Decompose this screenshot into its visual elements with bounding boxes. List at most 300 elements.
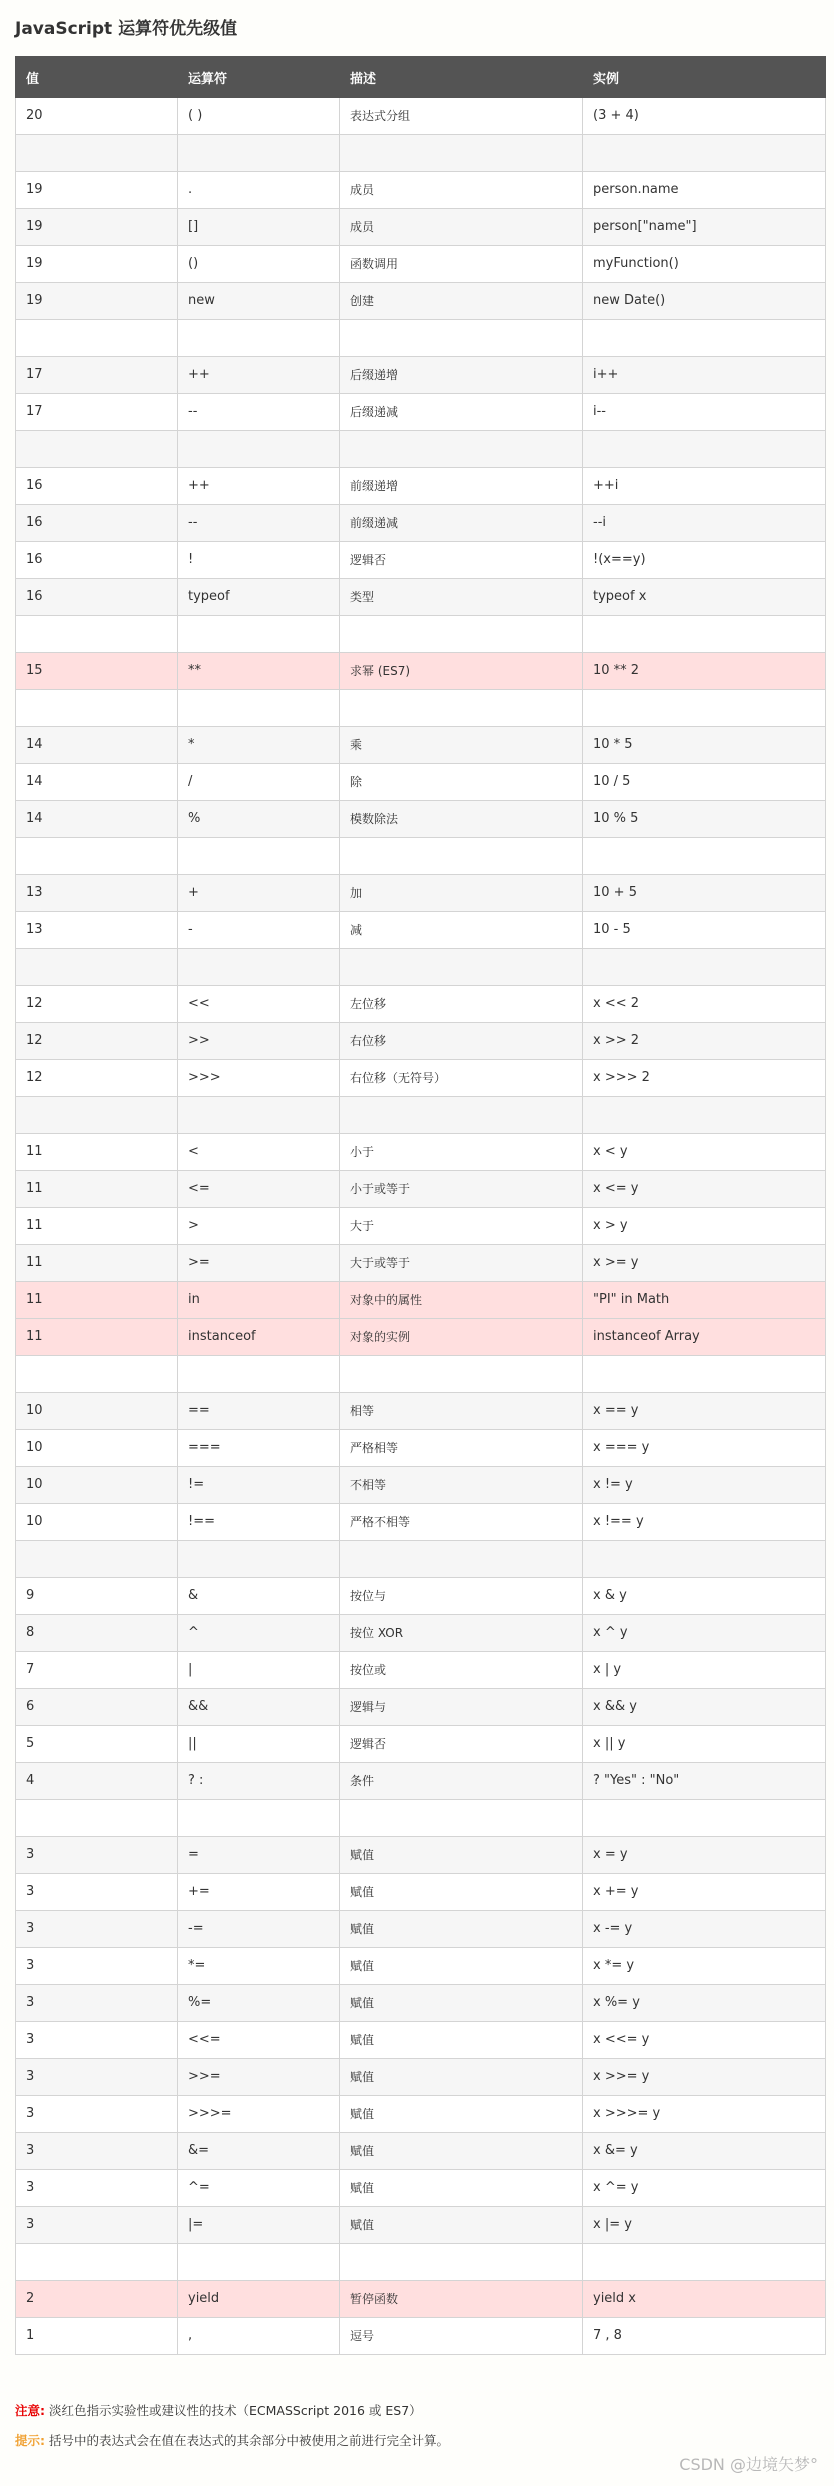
cell-operator: |	[178, 1652, 340, 1689]
table-row	[16, 246, 826, 283]
cell-operator	[178, 1541, 340, 1578]
cell-value: 10	[16, 1504, 178, 1541]
cell-example: x &= y	[583, 2133, 826, 2170]
cell-example: x == y	[583, 1393, 826, 1430]
cell-value: 12	[16, 986, 178, 1023]
cell-value: 19	[16, 283, 178, 320]
cell-example: 7 , 8	[583, 2318, 826, 2355]
table-row	[16, 1134, 826, 1171]
cell-description: 按位 XOR	[340, 1615, 583, 1652]
cell-description: 赋值	[340, 2170, 583, 2207]
cell-operator: =	[178, 1837, 340, 1874]
table-row	[16, 1060, 826, 1097]
cell-description: 类型	[340, 579, 583, 616]
table-row	[16, 875, 826, 912]
note-line	[15, 2396, 449, 2426]
table-row	[16, 1874, 826, 1911]
cell-operator	[178, 616, 340, 653]
table-row	[16, 2281, 826, 2318]
cell-operator	[178, 1356, 340, 1393]
cell-value	[16, 1800, 178, 1837]
cell-description: 暂停函数	[340, 2281, 583, 2318]
cell-example: x | y	[583, 1652, 826, 1689]
cell-example: typeof x	[583, 579, 826, 616]
cell-value: 11	[16, 1134, 178, 1171]
table-row	[16, 283, 826, 320]
table-row	[16, 1726, 826, 1763]
cell-operator: --	[178, 505, 340, 542]
note-text: 淡红色指示实验性或建议性的技术（ECMASScript 2016 或 ES7）	[48, 2403, 422, 2418]
cell-operator	[178, 2244, 340, 2281]
cell-description: 不相等	[340, 1467, 583, 1504]
cell-description: 小于	[340, 1134, 583, 1171]
table-row	[16, 1245, 826, 1282]
cell-operator: ===	[178, 1430, 340, 1467]
cell-example: i--	[583, 394, 826, 431]
cell-value: 3	[16, 2022, 178, 2059]
cell-operator: &	[178, 1578, 340, 1615]
table-row	[16, 1985, 826, 2022]
table-header-row	[16, 57, 826, 98]
cell-operator: --	[178, 394, 340, 431]
cell-value: 13	[16, 875, 178, 912]
cell-value: 12	[16, 1023, 178, 1060]
cell-value: 10	[16, 1467, 178, 1504]
cell-operator: in	[178, 1282, 340, 1319]
cell-description: 对象中的属性	[340, 1282, 583, 1319]
cell-example: x << 2	[583, 986, 826, 1023]
cell-description: 赋值	[340, 1837, 583, 1874]
cell-example: x < y	[583, 1134, 826, 1171]
cell-operator: -	[178, 912, 340, 949]
cell-description: 后缀递增	[340, 357, 583, 394]
cell-operator: !=	[178, 1467, 340, 1504]
table-row	[16, 838, 826, 875]
cell-operator: instanceof	[178, 1319, 340, 1356]
cell-example	[583, 838, 826, 875]
cell-value: 10	[16, 1393, 178, 1430]
table-row	[16, 2133, 826, 2170]
cell-operator: >>>	[178, 1060, 340, 1097]
cell-value: 16	[16, 505, 178, 542]
cell-example: person.name	[583, 172, 826, 209]
precedence-table	[15, 56, 826, 2355]
cell-operator: **	[178, 653, 340, 690]
cell-example: 10 * 5	[583, 727, 826, 764]
cell-operator: ||	[178, 1726, 340, 1763]
table-row	[16, 1319, 826, 1356]
cell-value: 12	[16, 1060, 178, 1097]
cell-operator: !	[178, 542, 340, 579]
cell-value	[16, 320, 178, 357]
table-body	[16, 98, 826, 2355]
cell-example: 10 + 5	[583, 875, 826, 912]
header-value: 值	[16, 57, 178, 98]
cell-operator: <<	[178, 986, 340, 1023]
cell-operator	[178, 135, 340, 172]
cell-value: 8	[16, 1615, 178, 1652]
cell-description	[340, 1800, 583, 1837]
table-row	[16, 690, 826, 727]
cell-value: 3	[16, 1948, 178, 1985]
cell-example: x & y	[583, 1578, 826, 1615]
cell-example	[583, 135, 826, 172]
cell-value: 11	[16, 1208, 178, 1245]
cell-example	[583, 320, 826, 357]
cell-value: 13	[16, 912, 178, 949]
table-row	[16, 2096, 826, 2133]
cell-example: 10 / 5	[583, 764, 826, 801]
cell-example: x *= y	[583, 1948, 826, 1985]
cell-description: 逻辑否	[340, 1726, 583, 1763]
cell-example: x !== y	[583, 1504, 826, 1541]
cell-description: 赋值	[340, 2133, 583, 2170]
cell-operator: +	[178, 875, 340, 912]
table-row	[16, 1356, 826, 1393]
cell-description	[340, 690, 583, 727]
table-row	[16, 1504, 826, 1541]
table-row	[16, 2059, 826, 2096]
table-row	[16, 727, 826, 764]
cell-example: x |= y	[583, 2207, 826, 2244]
cell-example: x > y	[583, 1208, 826, 1245]
cell-operator: >>>=	[178, 2096, 340, 2133]
cell-description: 表达式分组	[340, 98, 583, 135]
cell-example: i++	[583, 357, 826, 394]
table-row	[16, 653, 826, 690]
table-row	[16, 2022, 826, 2059]
cell-example: !(x==y)	[583, 542, 826, 579]
cell-operator: typeof	[178, 579, 340, 616]
table-row	[16, 1800, 826, 1837]
cell-operator: <=	[178, 1171, 340, 1208]
cell-value: 17	[16, 394, 178, 431]
table-row	[16, 1097, 826, 1134]
cell-operator: >	[178, 1208, 340, 1245]
cell-value: 2	[16, 2281, 178, 2318]
cell-operator: %	[178, 801, 340, 838]
cell-description	[340, 1356, 583, 1393]
cell-value: 16	[16, 579, 178, 616]
cell-value: 3	[16, 2207, 178, 2244]
cell-example	[583, 949, 826, 986]
cell-operator: new	[178, 283, 340, 320]
table-row	[16, 209, 826, 246]
table-row	[16, 912, 826, 949]
table-row	[16, 579, 826, 616]
cell-description	[340, 1541, 583, 1578]
cell-example: x != y	[583, 1467, 826, 1504]
header-operator: 运算符	[178, 57, 340, 98]
cell-example: 10 ** 2	[583, 653, 826, 690]
table-row	[16, 468, 826, 505]
cell-description: 赋值	[340, 2207, 583, 2244]
watermark: CSDN @边境矢梦°	[679, 2455, 818, 2474]
cell-operator: <<=	[178, 2022, 340, 2059]
cell-value	[16, 616, 178, 653]
cell-example: yield x	[583, 2281, 826, 2318]
cell-description: 赋值	[340, 1874, 583, 1911]
cell-description: 前缀递减	[340, 505, 583, 542]
cell-description: 相等	[340, 1393, 583, 1430]
table-row	[16, 1023, 826, 1060]
cell-description: 模数除法	[340, 801, 583, 838]
cell-example: 10 % 5	[583, 801, 826, 838]
cell-value	[16, 838, 178, 875]
cell-value: 19	[16, 172, 178, 209]
cell-description: 左位移	[340, 986, 583, 1023]
cell-description	[340, 838, 583, 875]
cell-value: 19	[16, 246, 178, 283]
cell-value: 3	[16, 2059, 178, 2096]
cell-description	[340, 135, 583, 172]
table-row	[16, 1615, 826, 1652]
cell-operator	[178, 690, 340, 727]
cell-description: 赋值	[340, 2096, 583, 2133]
cell-description: 创建	[340, 283, 583, 320]
cell-description: 对象的实例	[340, 1319, 583, 1356]
cell-description: 赋值	[340, 1911, 583, 1948]
cell-example	[583, 616, 826, 653]
cell-operator: %=	[178, 1985, 340, 2022]
cell-description: 后缀递减	[340, 394, 583, 431]
cell-operator: <	[178, 1134, 340, 1171]
cell-description: 右位移（无符号）	[340, 1060, 583, 1097]
table-row	[16, 320, 826, 357]
cell-operator: ? :	[178, 1763, 340, 1800]
cell-value	[16, 949, 178, 986]
cell-value: 15	[16, 653, 178, 690]
cell-description: 减	[340, 912, 583, 949]
cell-value: 11	[16, 1282, 178, 1319]
cell-description	[340, 431, 583, 468]
cell-example	[583, 1541, 826, 1578]
page-title: JavaScript 运算符优先级值	[15, 19, 238, 39]
cell-example: x %= y	[583, 1985, 826, 2022]
cell-description: 赋值	[340, 1985, 583, 2022]
cell-value: 11	[16, 1319, 178, 1356]
cell-value: 3	[16, 1985, 178, 2022]
cell-description: 前缀递增	[340, 468, 583, 505]
table-row	[16, 1652, 826, 1689]
cell-example: x <= y	[583, 1171, 826, 1208]
note-label: 注意:	[15, 2403, 45, 2418]
cell-description: 乘	[340, 727, 583, 764]
cell-example: x >>> 2	[583, 1060, 826, 1097]
cell-example: new Date()	[583, 283, 826, 320]
cell-description	[340, 2244, 583, 2281]
table-row	[16, 2318, 826, 2355]
cell-value: 6	[16, 1689, 178, 1726]
cell-operator: ==	[178, 1393, 340, 1430]
cell-operator: *=	[178, 1948, 340, 1985]
cell-operator: >>	[178, 1023, 340, 1060]
cell-value: 3	[16, 2096, 178, 2133]
cell-description: 赋值	[340, 2022, 583, 2059]
table-row	[16, 1578, 826, 1615]
table-row	[16, 172, 826, 209]
cell-operator: ++	[178, 468, 340, 505]
table-row	[16, 801, 826, 838]
cell-example: myFunction()	[583, 246, 826, 283]
cell-example	[583, 1097, 826, 1134]
cell-description: 成员	[340, 209, 583, 246]
cell-value: 7	[16, 1652, 178, 1689]
cell-operator	[178, 1800, 340, 1837]
cell-example	[583, 2244, 826, 2281]
cell-operator: yield	[178, 2281, 340, 2318]
table-row	[16, 1467, 826, 1504]
cell-operator: *	[178, 727, 340, 764]
cell-value: 3	[16, 1911, 178, 1948]
cell-value: 19	[16, 209, 178, 246]
table-row	[16, 764, 826, 801]
cell-operator: []	[178, 209, 340, 246]
cell-description: 右位移	[340, 1023, 583, 1060]
table-row	[16, 431, 826, 468]
cell-operator: &=	[178, 2133, 340, 2170]
cell-description	[340, 1097, 583, 1134]
table-row	[16, 1689, 826, 1726]
cell-description	[340, 616, 583, 653]
cell-example: instanceof Array	[583, 1319, 826, 1356]
cell-description: 赋值	[340, 2059, 583, 2096]
table-row	[16, 986, 826, 1023]
cell-operator: ( )	[178, 98, 340, 135]
cell-value	[16, 1541, 178, 1578]
cell-example: ? "Yes" : "No"	[583, 1763, 826, 1800]
cell-value: 17	[16, 357, 178, 394]
table-row	[16, 505, 826, 542]
table-row	[16, 2244, 826, 2281]
cell-value	[16, 431, 178, 468]
cell-description: 除	[340, 764, 583, 801]
cell-value: 14	[16, 727, 178, 764]
cell-operator: !==	[178, 1504, 340, 1541]
cell-example: 10 - 5	[583, 912, 826, 949]
table-row	[16, 1208, 826, 1245]
header-example: 实例	[583, 57, 826, 98]
header-description: 描述	[340, 57, 583, 98]
table-row	[16, 98, 826, 135]
cell-description: 小于或等于	[340, 1171, 583, 1208]
cell-description: 条件	[340, 1763, 583, 1800]
cell-operator: ,	[178, 2318, 340, 2355]
table-row	[16, 394, 826, 431]
cell-value: 9	[16, 1578, 178, 1615]
cell-example: x += y	[583, 1874, 826, 1911]
cell-operator	[178, 1097, 340, 1134]
table-row	[16, 2170, 826, 2207]
cell-example	[583, 431, 826, 468]
cell-example: x -= y	[583, 1911, 826, 1948]
cell-description: 逻辑与	[340, 1689, 583, 1726]
cell-example: x || y	[583, 1726, 826, 1763]
table-row	[16, 1948, 826, 1985]
cell-description: 按位与	[340, 1578, 583, 1615]
cell-example: x = y	[583, 1837, 826, 1874]
cell-operator: &&	[178, 1689, 340, 1726]
table-row	[16, 1911, 826, 1948]
cell-description: 逻辑否	[340, 542, 583, 579]
cell-value	[16, 2244, 178, 2281]
cell-value: 16	[16, 468, 178, 505]
cell-value: 3	[16, 1837, 178, 1874]
cell-description	[340, 320, 583, 357]
cell-example: x >>>= y	[583, 2096, 826, 2133]
cell-description: 求幂 (ES7)	[340, 653, 583, 690]
table-row	[16, 1541, 826, 1578]
cell-value: 4	[16, 1763, 178, 1800]
cell-example	[583, 1356, 826, 1393]
cell-description: 大于或等于	[340, 1245, 583, 1282]
table-row	[16, 357, 826, 394]
cell-example	[583, 1800, 826, 1837]
table-row	[16, 1430, 826, 1467]
cell-value: 3	[16, 1874, 178, 1911]
cell-value: 14	[16, 801, 178, 838]
table-row	[16, 1393, 826, 1430]
cell-description: 按位或	[340, 1652, 583, 1689]
cell-example: x >>= y	[583, 2059, 826, 2096]
cell-example: --i	[583, 505, 826, 542]
table-row	[16, 949, 826, 986]
cell-description: 成员	[340, 172, 583, 209]
cell-example: x >> 2	[583, 1023, 826, 1060]
cell-operator: ^=	[178, 2170, 340, 2207]
cell-value: 14	[16, 764, 178, 801]
cell-operator: +=	[178, 1874, 340, 1911]
cell-operator: .	[178, 172, 340, 209]
cell-example: x ^ y	[583, 1615, 826, 1652]
cell-value: 16	[16, 542, 178, 579]
cell-operator	[178, 431, 340, 468]
table-row	[16, 1282, 826, 1319]
cell-value: 20	[16, 98, 178, 135]
cell-operator: ++	[178, 357, 340, 394]
tip-line	[15, 2426, 449, 2456]
table-row	[16, 1837, 826, 1874]
cell-value	[16, 690, 178, 727]
cell-value: 11	[16, 1245, 178, 1282]
cell-operator	[178, 320, 340, 357]
cell-operator	[178, 949, 340, 986]
cell-operator: >=	[178, 1245, 340, 1282]
cell-example: x === y	[583, 1430, 826, 1467]
cell-example: x ^= y	[583, 2170, 826, 2207]
notes	[15, 2396, 449, 2456]
cell-value: 1	[16, 2318, 178, 2355]
cell-value: 11	[16, 1171, 178, 1208]
cell-value: 5	[16, 1726, 178, 1763]
table-row	[16, 135, 826, 172]
cell-operator: -=	[178, 1911, 340, 1948]
cell-operator	[178, 838, 340, 875]
cell-example: (3 + 4)	[583, 98, 826, 135]
cell-operator: /	[178, 764, 340, 801]
cell-description: 赋值	[340, 1948, 583, 1985]
cell-description: 严格相等	[340, 1430, 583, 1467]
cell-value: 10	[16, 1430, 178, 1467]
cell-example: person["name"]	[583, 209, 826, 246]
cell-operator: ()	[178, 246, 340, 283]
cell-example	[583, 690, 826, 727]
cell-example: ++i	[583, 468, 826, 505]
cell-description: 严格不相等	[340, 1504, 583, 1541]
cell-description: 函数调用	[340, 246, 583, 283]
table-row	[16, 2207, 826, 2244]
cell-description: 大于	[340, 1208, 583, 1245]
